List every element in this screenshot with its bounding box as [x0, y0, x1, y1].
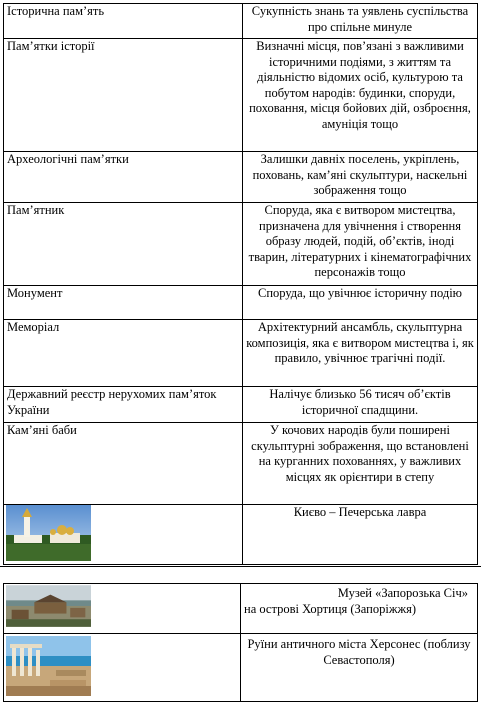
header-term: Історична пам’ять — [4, 4, 243, 39]
table-row — [4, 387, 478, 423]
photo-caption: на острові Хортиця (Запоріжжя) — [244, 601, 417, 616]
photo-row-sich — [4, 584, 478, 634]
definition-cell: Споруда, яка є витвором мистецтва, призначена для увічнення і створення образу людей, подій, об’єктів, іноді тварин, літературних і кінематографічних персонажів тощо — [243, 203, 478, 286]
photo-caption: Києво – Печерська лавра — [243, 505, 478, 565]
definition-cell: Визначні місця, пов’язані з важливими історичними подіями, з життям та діяльністю відомих осіб, культурою та побутом народів: будинки, споруди, поховання, місця бойових дій, озброєння, амуніція тощо — [243, 39, 478, 152]
term-cell: Монумент — [4, 286, 243, 320]
definition-cell: Архітектурний ансамбль, скульптурна композиція, яка є витвором мистецтва і, як правило, увічнює трагічні події. — [243, 320, 478, 387]
table-row — [4, 39, 478, 152]
table-row — [4, 320, 478, 387]
table-divider — [0, 566, 481, 567]
term-cell: Археологічні пам’ятки — [4, 152, 243, 203]
photo-cell — [4, 505, 243, 565]
definition-cell: Споруда, що увічнює історичну подію — [243, 286, 478, 320]
table-row — [4, 423, 478, 505]
definition-cell: Залишки давніх поселень, укріплень, поховань, кам’яні скульптури, наскельні зображення тощо — [243, 152, 478, 203]
table-row — [4, 203, 478, 286]
photo-row-lavra — [4, 505, 478, 565]
term-cell: Меморіал — [4, 320, 243, 387]
term-cell: Кам’яні баби — [4, 423, 243, 505]
definition-cell: Налічує близько 56 тисяч об’єктів історичної спадщини. — [243, 387, 478, 423]
photo-cell — [4, 584, 241, 634]
table-row — [4, 152, 478, 203]
lavra-photo — [6, 505, 91, 561]
photo-caption-cell — [241, 584, 478, 634]
chersonesos-photo — [6, 636, 91, 696]
photo-table — [3, 583, 478, 702]
table-row — [4, 286, 478, 320]
photo-caption: Музей «Запорозька Січ» — [337, 586, 468, 600]
definition-cell: У кочових народів були поширені скульптурні зображення, що встановлені на курганних похованнях, у важливих місцях як орієнтири в степу — [243, 423, 478, 505]
sich-photo — [6, 584, 91, 628]
term-cell: Пам’ятки історії — [4, 39, 243, 152]
header-definition: Сукупність знань та уявлень суспільства про спільне минуле — [243, 4, 478, 39]
glossary-table — [3, 3, 478, 565]
term-cell: Пам’ятник — [4, 203, 243, 286]
photo-caption: Руїни античного міста Херсонес (поблизу Севастополя) — [241, 634, 478, 702]
photo-cell — [4, 634, 241, 702]
photo-row-chersonesos — [4, 634, 478, 702]
term-cell: Державний реєстр нерухомих пам’яток України — [4, 387, 243, 423]
table-header-row — [4, 4, 478, 39]
